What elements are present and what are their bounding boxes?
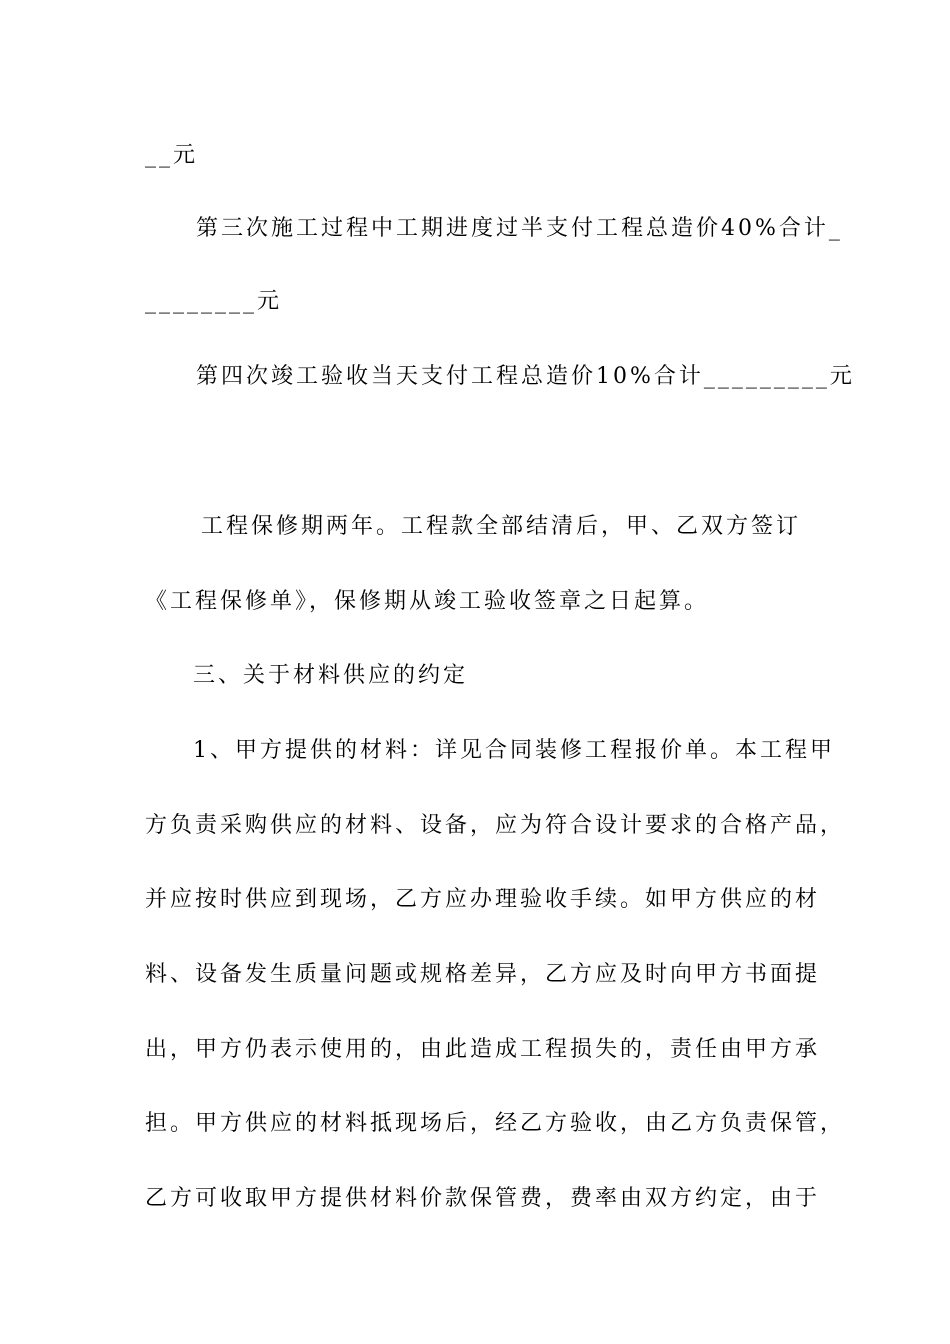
document-line-11: 料、设备发生质量问题或规格差异，乙方应及时向甲方书面提 <box>145 962 821 987</box>
document-line-1: __元 <box>145 143 199 168</box>
document-line-9: 方负责采购供应的材料、设备，应为符合设计要求的合格产品， <box>145 813 846 838</box>
section-heading: 三、关于材料供应的约定 <box>193 663 469 688</box>
document-line-5: 工程保修期两年。工程款全部结清后，甲、乙双方签订 <box>201 514 802 539</box>
document-line-10: 并应按时供应到现场，乙方应办理验收手续。如甲方供应的材 <box>145 887 821 912</box>
document-line-8: 1、甲方提供的材料：详见合同装修工程报价单。本工程甲 <box>193 738 835 763</box>
document-line-12: 出，甲方仍表示使用的，由此造成工程损失的，责任由甲方承 <box>145 1037 821 1062</box>
document-line-14: 乙方可收取甲方提供材料价款保管费，费率由双方约定，由于 <box>145 1186 821 1211</box>
document-line-3: ________元 <box>145 289 283 314</box>
document-line-6: 《工程保修单》，保修期从竣工验收签章之日起算。 <box>145 589 710 614</box>
document-line-2: 第三次施工过程中工期进度过半支付工程总造价40%合计_ <box>196 216 843 241</box>
document-line-13: 担。甲方供应的材料抵现场后，经乙方验收，由乙方负责保管， <box>145 1111 846 1136</box>
document-line-4: 第四次竣工验收当天支付工程总造价10%合计_________元 <box>196 364 855 389</box>
